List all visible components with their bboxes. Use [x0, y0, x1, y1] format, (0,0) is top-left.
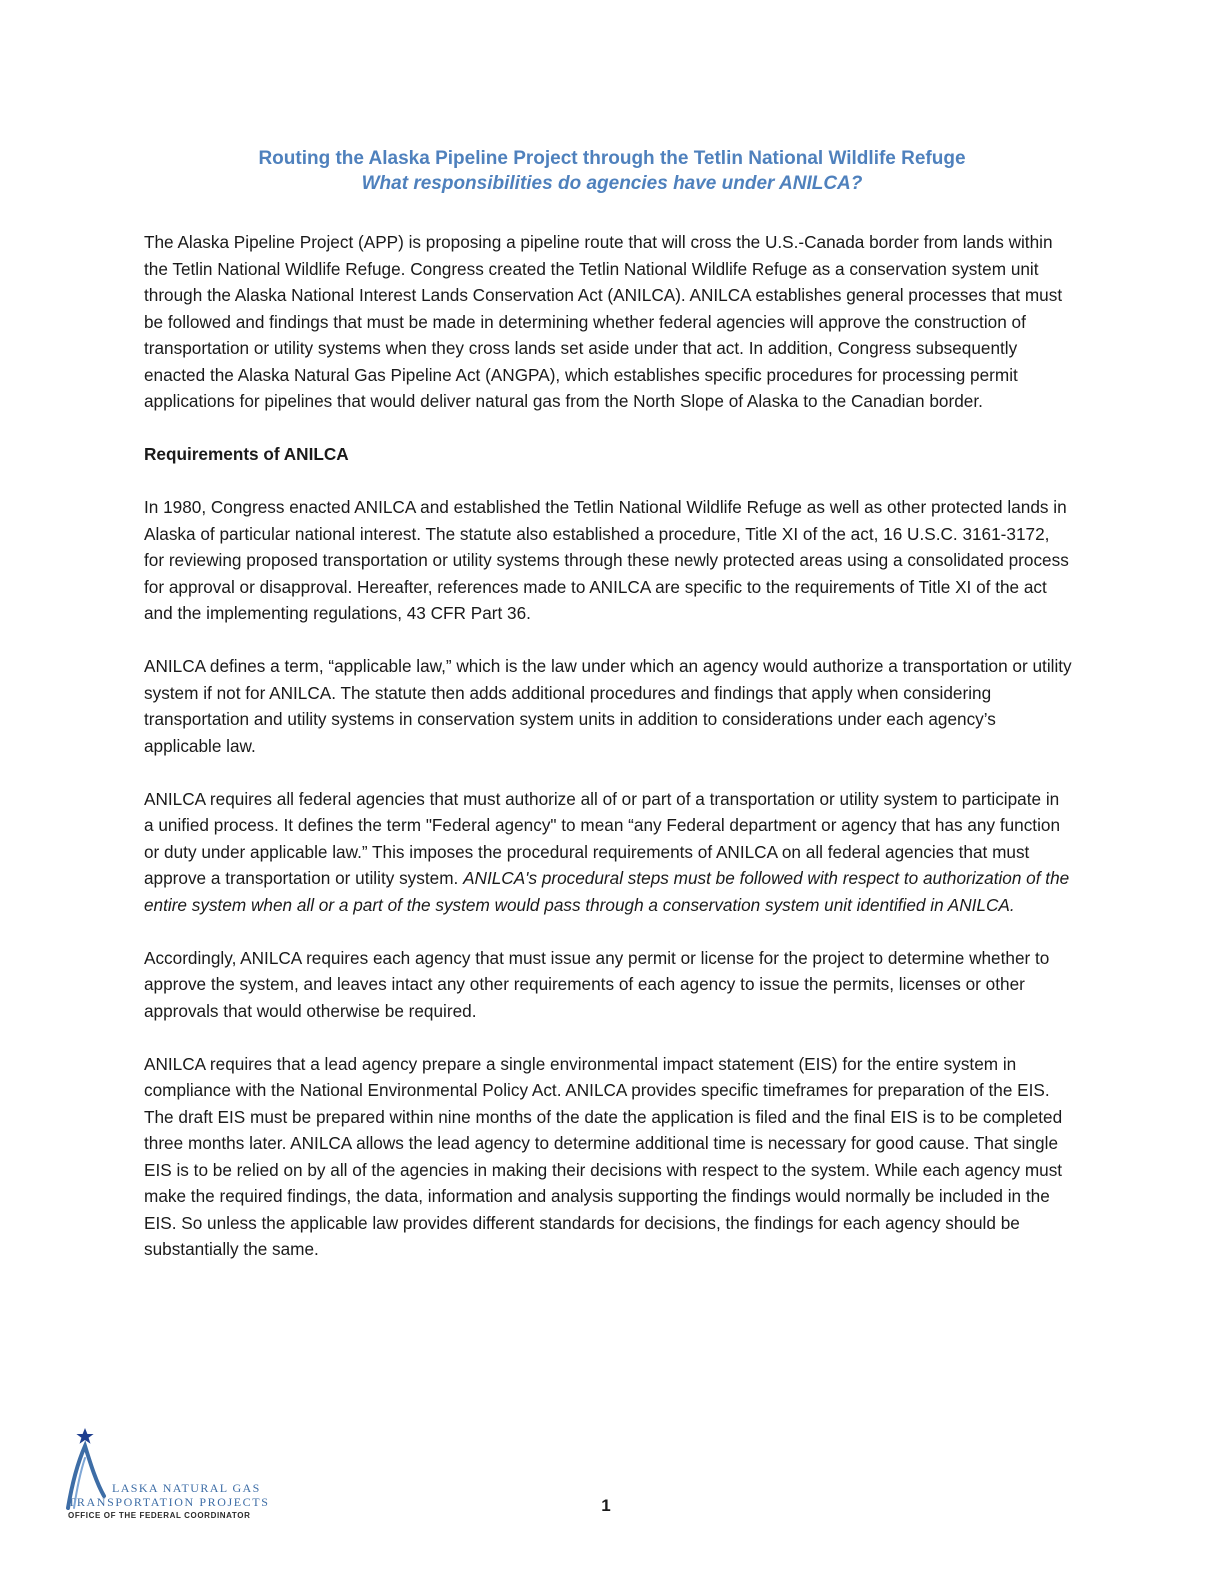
page-number: 1 [601, 1496, 611, 1515]
document-subtitle: What responsibilities do agencies have under ANILCA? [361, 173, 863, 194]
logo-line-1: LASKA NATURAL GAS [112, 1481, 261, 1495]
document-title: Routing the Alaska Pipeline Project through the Tetlin National Wildlife Refuge [258, 148, 966, 169]
title-block [144, 146, 1080, 196]
document-body [144, 229, 1072, 1289]
paragraph-history: In 1980, Congress enacted ANILCA and established the Tetlin National Wildlife Refuge as well as other protected lands in Alaska of particular national interest. The statute also established a procedure, Title XI of the act, 16 U.S.C. 3161-3172, for reviewing proposed transportation or utility systems through these newly protected areas using a consolidated process for approval or disapproval. Hereafter, references made to ANILCA are specific to the requirements of Title XI of the act and the implementing regulations, 43 CFR Part 36. [144, 497, 1069, 623]
paragraph-permits: Accordingly, ANILCA requires each agency that must issue any permit or license for the project to determine whether to approve the system, and leaves intact any other requirements of each agency to issue the permits, licenses or other approvals that would otherwise be required. [144, 947, 1050, 1021]
logo-line-3: OFFICE OF THE FEDERAL COORDINATOR [68, 1511, 251, 1520]
intro-paragraph: The Alaska Pipeline Project (APP) is proposing a pipeline route that will cross the U.S.-Canada border from lands within the Tetlin National Wildlife Refuge. Congress created the Tetlin National Wildlife Refuge as a conservation system unit through the Alaska National Interest Lands Conservation Act (ANILCA). ANILCA establishes general processes that must be followed and findings that must be made in determining whether federal agencies will approve the construction of transportation or utility systems when they cross lands set aside under that act. In addition, Congress subsequently enacted the Alaska Natural Gas Pipeline Act (ANGPA), which establishes specific procedures for processing permit applications for pipelines that would deliver natural gas from the North Slope of Alaska to the Canadian border. [144, 232, 1063, 411]
paragraph-federal-agencies-text: ANILCA requires all federal agencies that must authorize all of or part of a transportation or utility system to participate in a unified process. It defines the term "Federal agency" to mean “any Federal department or agency that has any function or duty under applicable law.” This imposes the procedural requirements of ANILCA on all federal agencies that must approve a transportation or utility system. [144, 788, 1061, 888]
logo-line-2: TRANSPORTATION PROJECTS [68, 1495, 270, 1509]
agency-logo [60, 1424, 270, 1524]
paragraph-eis: ANILCA requires that a lead agency prepare a single environmental impact statement (EIS) for the entire system in compliance with the National Environmental Policy Act. ANILCA provides specific timeframes for preparation of the EIS. The draft EIS must be prepared within nine months of the date the application is filed and the final EIS is to be completed three months later. ANILCA allows the lead agency to determine additional time is necessary for good cause. That single EIS is to be relied on by all of the agencies in making their decisions with respect to the system. While each agency must make the required findings, the data, information and analysis supporting the findings would normally be included in the EIS. So unless the applicable law provides different standards for decisions, the findings for each agency should be substantially the same. [144, 1053, 1063, 1259]
section-heading: Requirements of ANILCA [144, 444, 349, 464]
paragraph-federal-agencies-emphasis: ANILCA's procedural steps must be followed with respect to authorization of the entire system when all or a part of the system would pass through a conservation system unit identified in ANILCA. [144, 868, 1070, 915]
paragraph-federal-agencies [144, 786, 1072, 919]
paragraph-applicable-law: ANILCA defines a term, “applicable law,” which is the law under which an agency would authorize a transportation or utility system if not for ANILCA. The statute then adds additional procedures and findings that apply when considering transportation and utility systems in conservation system units in addition to considerations under each agency’s applicable law. [144, 656, 1072, 756]
